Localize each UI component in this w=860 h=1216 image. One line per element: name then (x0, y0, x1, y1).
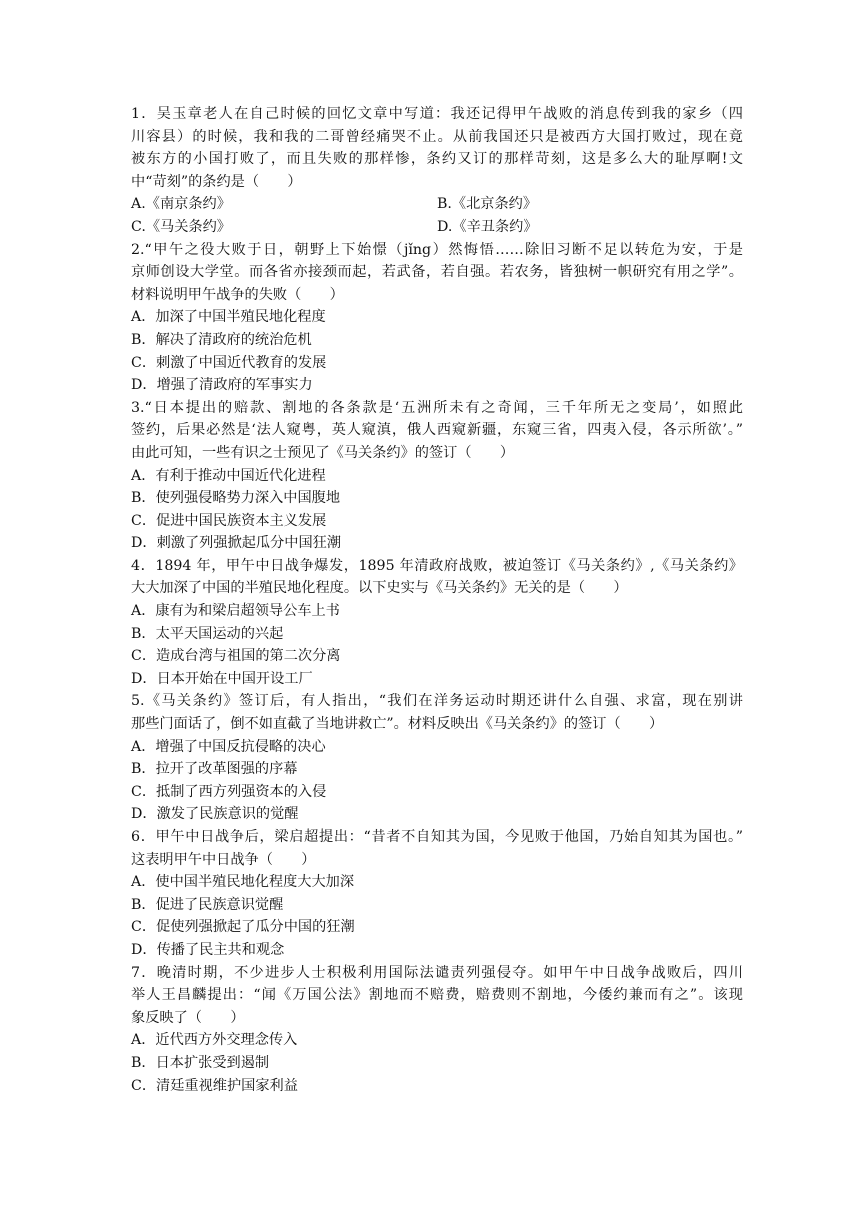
option-d[interactable]: D．激发了民族意识的觉醒 (131, 806, 299, 823)
option-b[interactable]: B.《北京条约》 (437, 196, 538, 213)
question-7-stem-line: 举人王昌麟提出：“闻《万国公法》割地而不赔费，赔费则不割地，今倭约兼而有之”。该现 (131, 987, 743, 1004)
question-1-options-row (131, 216, 743, 239)
question-2-stem-line: 材料说明甲午战争的失败（ ） (131, 286, 344, 303)
question-1 (131, 103, 743, 239)
question-3-stem-line: 由此可知，一些有识之士预见了《马关条约》的签订（ ） (131, 444, 515, 461)
question-5-stem-line: 5.《马关条约》签订后，有人指出，“我们在洋务运动时期还讲什么自强、求富，现在别讲 (131, 693, 743, 710)
option-a[interactable]: A．有利于推动中国近代化进程 (131, 467, 326, 484)
option-d[interactable]: D．刺激了列强掀起瓜分中国狂潮 (131, 535, 342, 552)
question-3-stem-line: 3.“日本提出的赔款、割地的各条款是‘五洲所未有之奇闻，三千年所无之变局’，如照此 (131, 399, 743, 416)
question-1-stem-line: 川容县）的时候，我和我的二哥曾经痛哭不止。从前我国还只是被西方大国打败过，现在竟 (131, 128, 743, 145)
option-c[interactable]: C．造成台湾与祖国的第二次分离 (131, 648, 341, 665)
option-d[interactable]: D．传播了民主共和观念 (131, 941, 285, 958)
exam-page (131, 103, 743, 1097)
option-b[interactable]: B．使列强侵略势力深入中国腹地 (131, 490, 341, 507)
question-2-stem-line: 2.“甲午之役大败于日，朝野上下始憬（jǐng）然悔悟……除旧习断不足以转危为安，于是 (131, 241, 743, 258)
question-1-stem-line: 被东方的小国打败了，而且失败的那样惨，条约又订的那样苛刻，这是多么大的耻厚啊!文 (131, 151, 743, 168)
question-2 (131, 239, 743, 397)
option-a[interactable]: A．使中国半殖民地化程度大大加深 (131, 874, 355, 891)
option-c[interactable]: C．刺激了中国近代教育的发展 (131, 354, 327, 371)
question-3 (131, 397, 743, 555)
option-a[interactable]: A.《南京条约》 (131, 196, 231, 213)
option-b[interactable]: B．拉开了改革图强的序幕 (131, 761, 298, 778)
option-b[interactable]: B．日本扩张受到遏制 (131, 1054, 270, 1071)
question-4 (131, 555, 743, 691)
option-a[interactable]: A．康有为和梁启超领导公车上书 (131, 603, 340, 620)
question-4-stem-line: 4．1894 年，甲午中日战争爆发，1895 年清政府战败，被迫签订《马关条约》,《马关条约》 (131, 557, 743, 574)
question-7 (131, 962, 743, 1098)
question-2-stem-line: 京师创设大学堂。而各省亦接颈而起，若武备，若自强。若农务，皆独树一帜研究有用之学”。 (131, 264, 743, 281)
option-d[interactable]: D．增强了清政府的军事实力 (131, 377, 313, 394)
question-4-stem-line: 大大加深了中国的半殖民地化程度。以下史实与《马关条约》无关的是（ ） (131, 580, 628, 597)
option-b[interactable]: B．促进了民族意识觉醒 (131, 896, 284, 913)
question-6-stem-line: 6．甲午中日战争后，梁启超提出：“昔者不自知其为国，今见败于他国，乃始自知其为国也。” (131, 829, 743, 845)
question-5-stem-line: 那些门面话了，倒不如直截了当地讲救亡”。材料反映出《马关条约》的签订（ ） (131, 716, 664, 733)
question-7-stem-line: 7．晚清时期，不少进步人士积极利用国际法谴责列强侵夺。如甲午中日战争战败后，四川 (131, 964, 743, 981)
question-7-stem-line: 象反映了（ ） (131, 1009, 245, 1026)
question-6 (131, 826, 743, 962)
option-b[interactable]: B．解决了清政府的统治危机 (131, 331, 312, 348)
question-6-stem-line: 这表明甲午中日战争（ ） (131, 851, 316, 868)
option-c[interactable]: C．抵制了西方列强资本的入侵 (131, 783, 327, 800)
question-3-stem-line: 签约，后果必然是‘法人窥粤，英人窥滇，俄人西窥新疆，东窥三省，四夷入侵，各示所欲’。” (131, 422, 743, 439)
option-c[interactable]: C．促进中国民族资本主义发展 (131, 512, 327, 529)
question-1-options-row (131, 193, 743, 216)
option-c[interactable]: C．清廷重视维护国家利益 (131, 1077, 298, 1094)
option-d[interactable]: D．日本开始在中国开设工厂 (131, 670, 313, 687)
option-a[interactable]: A．增强了中国反抗侵略的决心 (131, 738, 326, 755)
option-b[interactable]: B．太平天国运动的兴起 (131, 625, 284, 642)
option-a[interactable]: A．近代西方外交理念传入 (131, 1032, 298, 1049)
question-1-stem-line: 1．吴玉章老人在自己时候的回忆文章中写道：我还记得甲午战败的消息传到我的家乡（四 (131, 106, 743, 122)
option-d[interactable]: D.《辛丑条约》 (437, 218, 538, 235)
option-a[interactable]: A．加深了中国半殖民地化程度 (131, 309, 326, 326)
option-c[interactable]: C.《马关条约》 (131, 218, 231, 235)
option-c[interactable]: C．促使列强掀起了瓜分中国的狂潮 (131, 919, 355, 936)
question-5 (131, 690, 743, 826)
question-1-stem-line: 中“苛刻”的条约是（ ） (131, 173, 302, 190)
